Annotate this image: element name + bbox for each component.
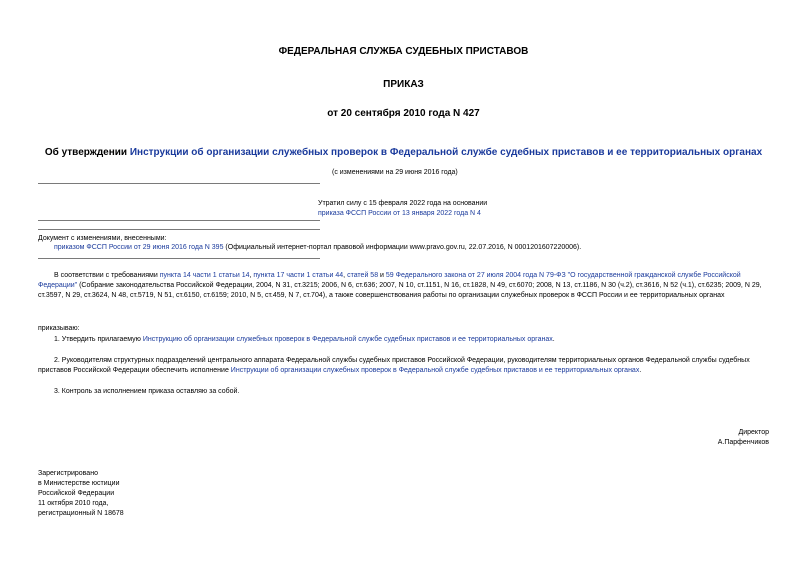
instruction-link-2[interactable]: Инструкции об организации служебных проверок в Федеральной службе судебных приставов и ее территориальных органах [230,367,640,374]
divider-3 [38,229,320,230]
changes-line [54,243,581,253]
law-link-art58[interactable]: статей 58 [347,272,379,279]
order-item-1: 1. Утвердить прилагаемую Инструкцию об организации служебных проверок в Федеральной службе судебных приставов и ее территориальных органах. [54,336,555,343]
agency-heading: ФЕДЕРАЛЬНАЯ СЛУЖБА СУДЕБНЫХ ПРИСТАВОВ [278,46,529,57]
amending-order-link[interactable]: приказом ФССП России от 29 июня 2016 года N 395 [54,244,224,251]
changes-source: (Официальный интернет-портал правовой информации www.pravo.gov.ru, 22.07.2016, N 0001201607220006). [223,244,582,251]
law-link-79fz[interactable]: 59 Федерального закона от 27 июля 2004 года N 79-ФЗ "О государственной гражданской службе Российской Федерации" [38,272,741,289]
instruction-link-1[interactable]: Инструкцию об организации служебных проверок в Федеральной службе судебных приставов и ее территориальных органах [142,336,553,343]
repeal-note: Утратил силу с 15 февраля 2022 года на основании [318,200,488,207]
divider-2 [38,220,320,221]
title-prefix: Об утверждении [44,147,130,158]
order-word: приказываю: [38,325,80,332]
law-link-art44[interactable]: пункта 17 части 1 статьи 44 [253,272,344,279]
document-title [0,147,807,158]
title-instruction-link[interactable]: Инструкции об организации служебных проверок в Федеральной службе судебных приставов и ее территориальных органах [129,147,763,158]
law-link-art14[interactable]: пункта 14 части 1 статьи 14 [159,272,250,279]
repeal-order-link[interactable]: приказа ФССП России от 13 января 2022 года N 4 [318,210,481,217]
order-item-3: 3. Контроль за исполнением приказа оставляю за собой. [54,388,240,395]
divider-1 [38,183,320,184]
signature-position: Директор [738,429,769,436]
document-date-number: от 20 сентября 2010 года N 427 [327,108,480,119]
signature-name: А.Парфенчиков [717,439,769,446]
divider-4 [38,258,320,259]
amendment-note: (с изменениями на 29 июня 2016 года) [332,169,458,176]
order-item-2: 2. Руководителям структурных подразделений центрального аппарата Федеральной службы судебных приставов Российской Федерации, руководителям территориальных органов Федеральной службы судебных приставов Российской Федерации обеспечить исполнение Инструкции об организации служебных проверок в Федеральной службе судебных приставов и ее территориальных органах. [38,357,750,374]
changes-label: Документ с изменениями, внесенными: [38,235,167,242]
preamble-paragraph: В соответствии с требованиями пункта 14 части 1 статьи 14, пункта 17 части 1 статьи 44, статей 58 и 59 Федерального закона от 27 июля 2004 года N 79-ФЗ "О государственной гражданской службе Российской Федерации" (Собрание законодательства Российской Федерации, 2004, N 31, ст.3215; 2006, N 6, ст.636; 2007, N 10, ст.1151, N 16, ст.1828, N 49, ст.6070; 2008, N 13, ст.1186, N 30 (ч.2), ст.3616, N 52 (ч.1), ст.6235; 2009, N 29, ст.3597, N 29, ст.3624, N 48, ст.5719, N 51, ст.6150, ст.6159; 2010, N 5, ст.459, N 7, ст.704), а также совершенствования работы по организации служебных проверок в ФССП России и ее территориальных органах [38,272,762,299]
registration-block: Зарегистрировано в Министерстве юстиции Российской Федерации 11 октября 2010 года, регистрационный N 18678 [38,470,124,517]
document-type: ПРИКАЗ [383,79,424,90]
